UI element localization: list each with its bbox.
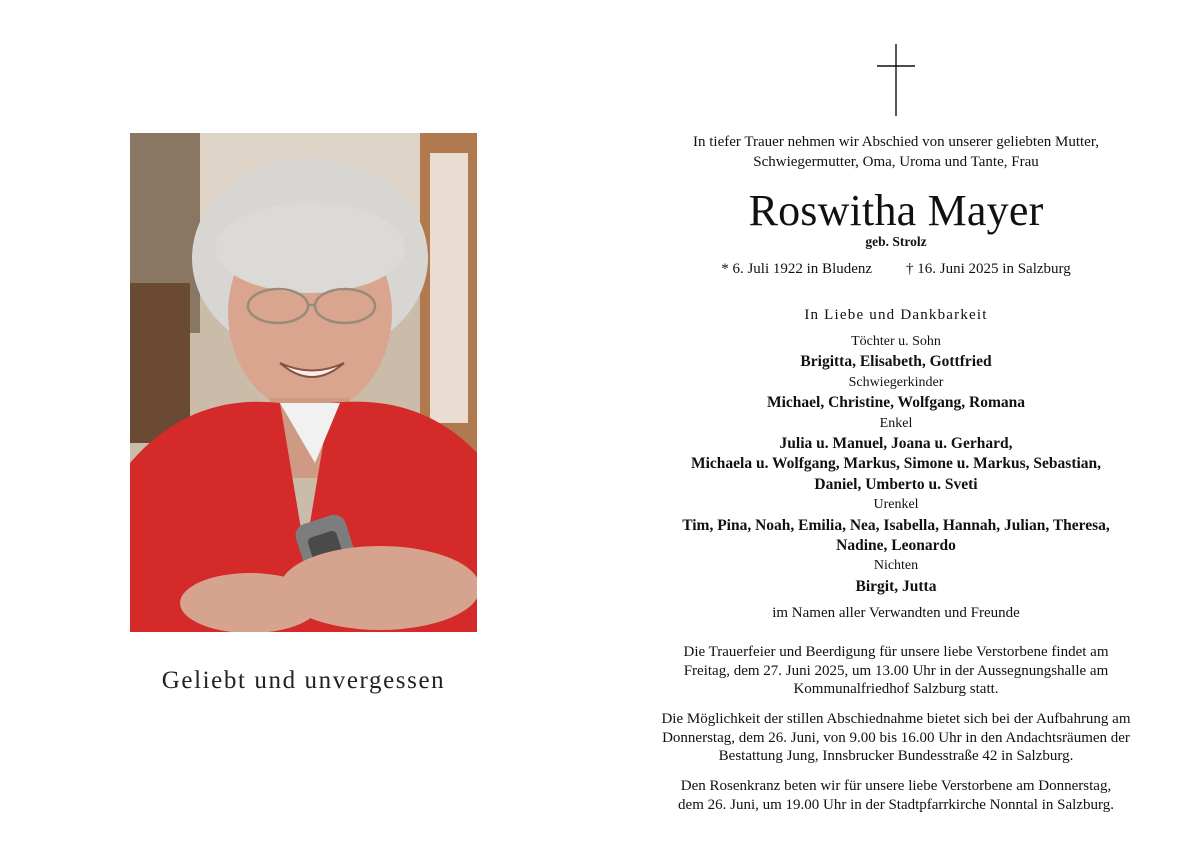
- paragraph-line: Die Trauerfeier und Beerdigung für unsere liebe Verstorbene findet am: [683, 644, 1109, 660]
- relation-label: Urenkel: [873, 497, 919, 513]
- relatives-names: Daniel, Umberto u. Sveti: [814, 475, 978, 493]
- family-list: [630, 332, 1162, 597]
- paragraph-line: Kommunalfriedhof Salzburg statt.: [793, 681, 999, 697]
- deceased-name: Roswitha Mayer: [748, 186, 1044, 235]
- portrait-illustration: [130, 133, 477, 632]
- cross-icon: [877, 44, 915, 116]
- relatives-names: Nadine, Leonardo: [836, 537, 956, 555]
- paragraph-line: dem 26. Juni, um 19.00 Uhr in der Stadtpfarrkirche Nonntal in Salzburg.: [678, 796, 1114, 813]
- viewing-paragraph: [630, 710, 1162, 766]
- relation-label: Nichten: [873, 558, 919, 574]
- intro-line: In tiefer Trauer nehmen wir Abschied von unserer geliebten Mutter,: [693, 134, 1099, 150]
- paragraph-line: Bestattung Jung, Innsbrucker Bundesstraße 42 in Salzburg.: [718, 748, 1074, 764]
- relatives-names: Birgit, Jutta: [855, 577, 937, 595]
- relatives-names: Michaela u. Wolfgang, Markus, Simone u. Markus, Sebastian,: [690, 455, 1102, 473]
- relatives-names: Michael, Christine, Wolfgang, Romana: [766, 394, 1026, 412]
- closing-line: im Namen aller Verwandten und Freunde: [772, 605, 1020, 621]
- paragraph-line: Donnerstag, dem 26. Juni, von 9.00 bis 16.00 Uhr in den Andachtsräumen der: [662, 729, 1130, 746]
- relatives-names: Tim, Pina, Noah, Emilia, Nea, Isabella, Hannah, Julian, Theresa,: [682, 516, 1110, 534]
- birth-date: * 6. Juli 1922 in Bludenz: [721, 261, 873, 277]
- intro-text: [630, 132, 1162, 172]
- portrait-photo: [130, 133, 477, 632]
- relatives-names: Brigitta, Elisabeth, Gottfried: [800, 353, 992, 371]
- paragraph-line: Den Rosenkranz beten wir für unsere liebe Verstorbene am Donnerstag,: [680, 778, 1112, 794]
- funeral-paragraph: [630, 643, 1162, 699]
- death-date: † 16. Juni 2025 in Salzburg: [906, 261, 1071, 277]
- rosary-paragraph: [630, 777, 1162, 814]
- paragraph-line: Freitag, dem 27. Juni 2025, um 13.00 Uhr in der Aussegnungshalle am: [683, 662, 1109, 679]
- relatives-names: Julia u. Manuel, Joana u. Gerhard,: [779, 435, 1013, 453]
- maiden-name: geb. Strolz: [865, 234, 927, 249]
- relation-label: Töchter u. Sohn: [851, 334, 941, 349]
- intro-line: Schwiegermutter, Oma, Uroma und Tante, Frau: [753, 154, 1039, 170]
- life-dates: [630, 261, 1162, 278]
- relation-label: Schwiegerkinder: [848, 374, 944, 390]
- relation-label: Enkel: [879, 415, 913, 431]
- paragraph-line: Die Möglichkeit der stillen Abschiednahme bietet sich bei der Aufbahrung am: [661, 711, 1131, 727]
- love-line: In Liebe und Dankbarkeit: [804, 307, 988, 323]
- motto-text: Geliebt und unvergessen: [161, 667, 446, 694]
